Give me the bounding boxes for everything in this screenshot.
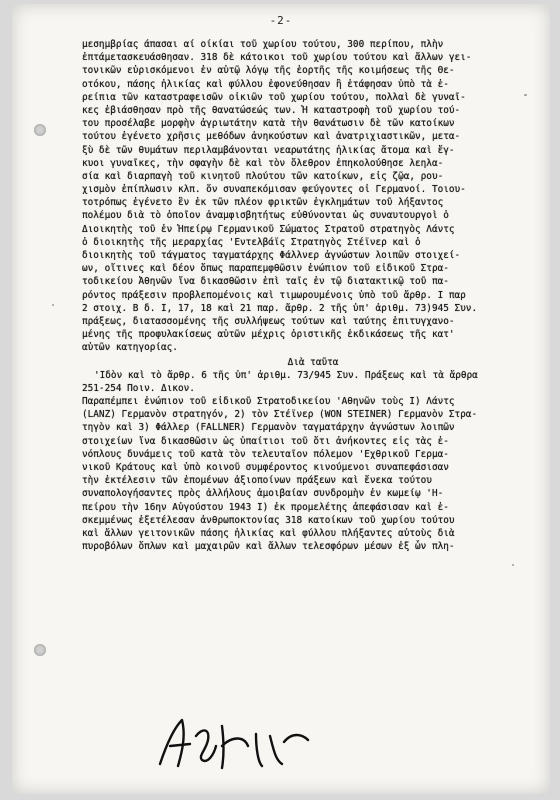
scan-speck [52, 304, 54, 306]
text-line: ρείπια τῶν καταστραφεισῶν οἰκιῶν τοῦ χωρίου τούτου, πολλαὶ δὲ γυναῖ- [82, 91, 466, 103]
text-line: μένης τῆς προφυλακίσεως αὐτῶν μέχρις ὁριστικῆς ἐκδικάσεως τῆς κατ' [82, 329, 455, 341]
text-line: τηγὸν καὶ 3) Φάλλερ (FALLNER) Γερμανὸν ταγματάρχην ἀγνώστων λοιπῶν [82, 422, 455, 434]
text-line: οτόκου, πάσης ἡλικίας καὶ φύλλου ἐφονεύθησαν ἢ ἐτάφησαν ὑπὸ τὰ ἐ- [82, 78, 449, 90]
text-line: 251-254 Ποιν. Δικον. [82, 382, 195, 394]
text-line: τὴν ἐκτέλεσιν τῶν ἑπομένων ἀξιοποίνων πράξεων καὶ ἕνεκα τούτου [82, 475, 432, 487]
page-number: -2- [269, 14, 293, 27]
text-line: αὐτῶν κατηγορίας. [82, 342, 178, 354]
text-line [82, 553, 544, 566]
text-line: Παραπέμπει ἐνώπιον τοῦ εἰδικοῦ Στρατοδικείου 'Αθηνῶν τοὺς Ι) Λάντς [82, 396, 455, 408]
punch-hole [34, 124, 46, 136]
text-line: ξὺ δὲ τῶν θυμάτων περιλαμβάνονται νεαρωτάτης ἡλικίας ἄτομα καὶ ἔγ- [82, 144, 455, 156]
text-line: κυοι γυναῖκες, τὴν σφαγὴν δὲ καὶ τὸν ὄλεθρον ἐπηκολούθησε λεηλα- [82, 157, 444, 169]
text-line: πείρου τὴν 16ην Αὐγούστου 1943 Ι) ἐκ προμελέτης ἀπεφάσισαν καὶ ἐ- [82, 501, 449, 513]
text-line: ων, οἵτινες καὶ δέον ὅπως παραπεμφθῶσιν ἐνώπιον τοῦ εἰδικοῦ Στρα- [82, 263, 449, 275]
text-line: κες ἐβιάσθησαν πρὸ τῆς θανατώσεώς των. Ἡ καταστροφὴ τοῦ χωρίου τού- [82, 104, 461, 116]
text-line: στοιχείων ἵνα δικασθῶσιν ὡς ὑπαίτιοι τοῦ ὅτι ἀνήκοντες εἰς τὰς ἐ- [82, 435, 449, 447]
text-line: 'Ιδὸν καὶ τὸ ἄρθρ. 6 τῆς ὑπ' ἀριθμ. 73/945 Συν. Πράξεως καὶ τὰ ἄρθρα [94, 369, 478, 381]
text-line: τοδικείου Ἀθηνῶν ἵνα δικασθῶσιν ἐπὶ ταῖς ἐν τῷ διατακτικῷ τοῦ πα- [82, 276, 449, 288]
document-body [82, 38, 544, 567]
scan-speck [524, 94, 527, 96]
text-line: τοτρόπως ἐγένετο ἓν ἐκ τῶν πλέον φρικτῶν ἐγκλημάτων τοῦ λήξαντος [82, 197, 444, 209]
text-line: του προσέλαβε μορφὴν ἀγριωτάτην κατὰ τὴν θανάτωσιν δὲ τῶν κατοίκων [82, 118, 455, 130]
text-line: πυροβόλων ὅπλων καὶ μαχαιρῶν καὶ ἄλλων τελεσφόρων μέσων ἐξ ὧν πλη- [82, 541, 455, 553]
text-line: Διοικητὴς τοῦ ἐν Ἠπείρῳ Γερμανικοῦ Σώματος Στρατοῦ στρατηγὸς Λάντς [82, 223, 455, 235]
text-line: ρόντος πράξεσιν προβλεπομένοις καὶ τιμωρουμένοις ὑπὸ τοῦ ἄρθρ. Ι παρ [82, 289, 466, 301]
text-line: πράξεως, διατασσομένης τῆς συλλήψεως τούτων καὶ ταύτης ἐπιτυγχανο- [82, 315, 455, 327]
text-line: νόπλους δυνάμεις τοῦ κατὰ τὸν τελευταῖον πόλεμον 'Εχθρικοῦ Γερμα- [82, 448, 449, 460]
text-line: (LANZ) Γερμανὸν στρατηγόν, 2) τὸν Στέϊνερ (WON STEINER) Γερμανὸν Στρα- [82, 409, 478, 421]
text-line: καὶ ἄλλων γειτονικῶν πάσης ἡλικίας καὶ φύλλου πλήξαντες αὐτοὺς διὰ [82, 527, 455, 539]
text-line: ἐπτάμετασκευάσθησαν. 318 δὲ κάτοικοι τοῦ χωρίου τούτου καὶ ἄλλων γει- [82, 52, 472, 64]
text-line: τονικῶν εὑρισκόμενοι ἐν αὐτῷ λόγῳ τῆς ἑορτῆς τῆς κοιμήσεως τῆς Θε- [82, 65, 455, 77]
text-line: πολέμου διὰ τὸ ὁποῖον ἀναμφισβητήτως εὐθύνονται ὡς συναυτουργοὶ ὁ [82, 210, 449, 222]
text-line: μεσημβρίας άπασαι αί οίκίαι τοῦ χωρίου τούτου, 300 περίπου, πλὴν [82, 39, 444, 50]
text-line: 2 στοιχ. Β δ. Ι, 17, 18 καὶ 21 παρ. ἄρθρ. 2 τῆς ὑπ' ἀριθμ. 73)945 Συν. [82, 302, 478, 314]
scan-speck [512, 564, 514, 566]
text-line: νικοῦ Κράτους καὶ ὑπὸ κοινοῦ συμφέροντος κινούμενοι συναπεφάσισαν [82, 462, 449, 473]
text-line: συναπολογήσαντες πρὸς ἀλλήλους ἀμοιβαίαν συνδρομὴν ἐν κωμείῳ 'Η- [82, 488, 444, 500]
text-line: διοικητὴς τοῦ τάγματος ταγματάρχης Φάλλνερ ἀγνώστων λοιπῶν στοιχεί- [82, 250, 461, 261]
handwritten-signature [152, 706, 322, 776]
section-heading: Διὰ ταῦτα [287, 356, 339, 368]
punch-hole [34, 644, 46, 656]
text-line: σία καὶ διαρπαγὴ τοῦ κινητοῦ πλούτου τῶν κατοίκων, εἰς ζῷα, ρου- [82, 170, 444, 182]
text-line: χισμὸν ἐπίπλωσιν κλπ. ὅν συναπεκόμισαν φεύγοντες οἱ Γερμανοί. Τοιου- [82, 184, 466, 196]
text-line: τούτου ἐγένετο χρῆσις μεθόδων ἀνηκούστων καὶ ἀνατριχιαστικῶν, μετα- [82, 131, 461, 143]
text-line: σκεμμένως ἐξετέλεσαν ἀνθρωποκτονίας 318 κατοίκων τοῦ χωρίου τούτου [82, 514, 455, 526]
text-line: ὁ διοικητὴς τῆς μεραρχίας 'Εντελβάϊς Στρατηγὸς Στέϊνερ καὶ ὁ [82, 236, 421, 248]
document-page [12, 4, 550, 794]
